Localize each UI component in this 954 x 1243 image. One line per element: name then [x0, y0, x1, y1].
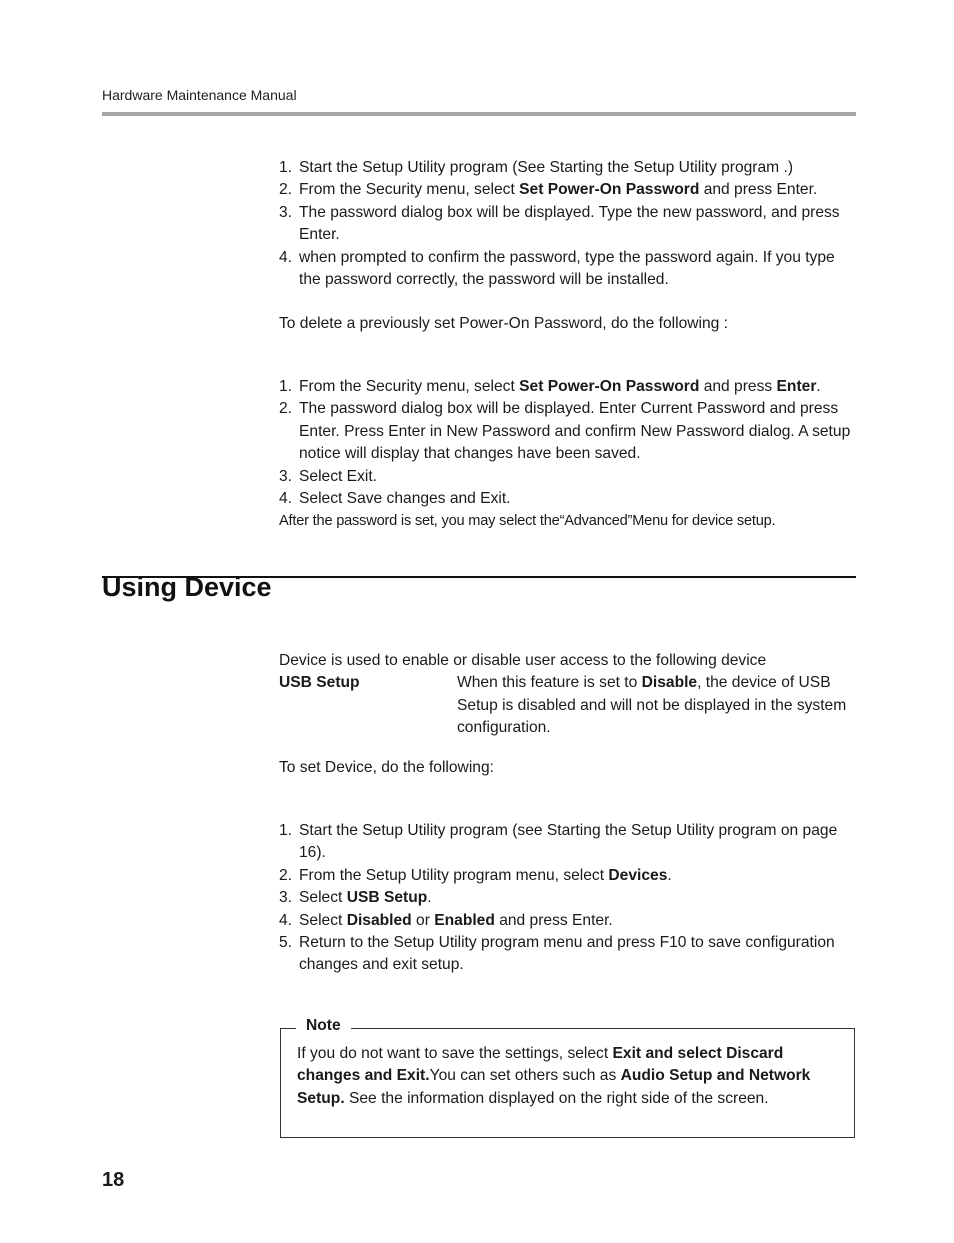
step-bold-term: USB Setup: [346, 889, 428, 907]
usb-desc-text: , the device of USB Setup is disabled and will not be displayed in the system configuration.: [457, 674, 847, 737]
list-number: 1.: [279, 159, 293, 176]
list-item: [279, 202, 859, 247]
note-bold-term: Exit and select Discard changes and Exit.: [297, 1045, 784, 1085]
header-divider: [102, 112, 856, 116]
list-number: 3.: [279, 467, 293, 485]
list-number: 2.: [279, 866, 293, 884]
step-text: and press Enter.: [494, 911, 613, 929]
usb-desc-text: When this feature is set to: [457, 674, 642, 692]
delete-password-steps: [279, 376, 859, 533]
list-item: [279, 820, 859, 865]
step-text: The password dialog box will be displayed. Enter Current Password and press Enter. Press Enter in New Password and confirm New Password dialog. A setup notice will display that changes have been saved.: [299, 400, 851, 463]
usb-setup-row: [279, 672, 859, 739]
device-description: [279, 650, 859, 739]
step-bold-term: Enter: [776, 378, 817, 395]
delete-intro: [279, 313, 859, 335]
step-text: .: [816, 378, 821, 395]
list-number: 1.: [279, 378, 293, 395]
step-text: Select Exit.: [299, 467, 377, 485]
list-item: [279, 887, 859, 909]
set-device-intro: [279, 757, 859, 779]
step-text: and press: [699, 378, 777, 395]
list-number: 1.: [279, 822, 293, 839]
step-bold-term: Set Power-On Password: [519, 181, 700, 199]
manual-title: Hardware Maintenance Manual: [102, 87, 297, 103]
step-text: Start the Setup Utility program (see Starting the Setup Utility program on page 16).: [299, 822, 838, 862]
list-number: 4.: [279, 490, 293, 508]
list-number: 4.: [279, 248, 293, 266]
note-text: [297, 1043, 842, 1110]
note-label: Note: [296, 1017, 351, 1035]
list-item: [279, 179, 859, 201]
step-text: Select Save changes and Exit.: [299, 490, 511, 508]
usb-desc-bold: Disable: [641, 674, 698, 692]
note-text-span: You can set others such as: [429, 1067, 621, 1085]
note-text-span: If you do not want to save the settings, select: [297, 1045, 613, 1062]
device-steps: [279, 820, 859, 977]
list-item: [279, 398, 859, 465]
list-number: 5.: [279, 934, 293, 952]
step-text: Select: [299, 889, 347, 907]
list-number: 3.: [279, 889, 293, 907]
step-text: when prompted to confirm the password, type the password again. If you type the password correctly, the password will be installed.: [299, 248, 835, 289]
list-item: [279, 466, 859, 488]
usb-setup-label: USB Setup: [279, 674, 360, 692]
step-text: The password dialog box will be displayed. Type the new password, and press Enter.: [299, 203, 840, 244]
note-bold-term: Audio Setup and Network Setup.: [297, 1067, 811, 1107]
step-text: .: [427, 889, 432, 907]
delete-intro-text: To delete a previously set Power-On Password, do the following :: [279, 315, 728, 332]
step-text: From the Security menu, select: [299, 378, 520, 395]
step-bold-term: Enabled: [434, 911, 495, 929]
after-password-note: After the password is set, you may select the“Advanced”Menu for device setup.: [279, 513, 776, 530]
page-number: 18: [102, 1169, 125, 1191]
step-text: Return to the Setup Utility program menu and press F10 to save configuration changes and exit setup.: [299, 934, 835, 974]
list-item: [279, 157, 859, 179]
step-text: .: [667, 866, 672, 884]
step-text: From the Setup Utility program menu, select: [299, 866, 609, 884]
note-text-span: See the information displayed on the right side of the screen.: [344, 1089, 769, 1107]
list-number: 4.: [279, 911, 293, 929]
step-text: and press Enter.: [699, 181, 818, 199]
set-password-steps: [279, 157, 859, 291]
set-device-intro-text: To set Device, do the following:: [279, 759, 494, 776]
step-text: From the Security menu, select: [299, 181, 520, 199]
list-item: [279, 932, 859, 977]
step-text: or: [411, 911, 435, 929]
step-bold-term: Disabled: [346, 911, 412, 929]
usb-setup-description: [457, 672, 857, 739]
section-title: Using Device: [102, 572, 272, 602]
step-text: Select: [299, 911, 347, 929]
step-bold-term: Devices: [608, 866, 668, 884]
list-item: [279, 488, 859, 510]
list-item: [279, 910, 859, 932]
list-item: [279, 376, 859, 398]
list-item: [279, 865, 859, 887]
list-number: 3.: [279, 203, 293, 221]
list-item: [279, 247, 859, 292]
device-intro-text: Device is used to enable or disable user access to the following device: [279, 652, 767, 669]
list-number: 2.: [279, 400, 293, 418]
list-number: 2.: [279, 181, 293, 199]
step-text: Start the Setup Utility program (See Starting the Setup Utility program .): [299, 159, 794, 176]
step-bold-term: Set Power-On Password: [519, 378, 700, 395]
